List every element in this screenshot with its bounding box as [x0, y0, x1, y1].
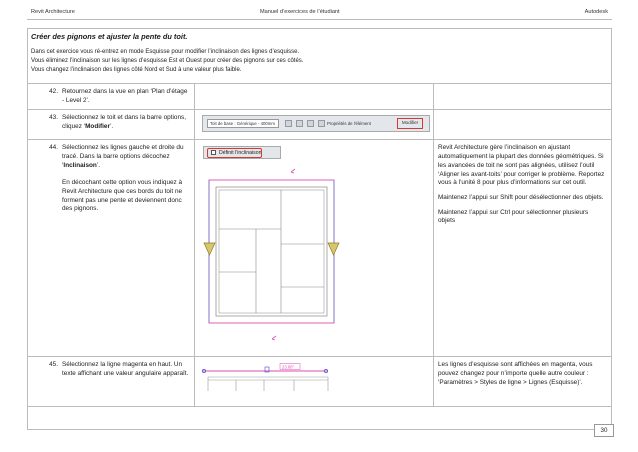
step-number: 43.	[49, 114, 58, 122]
intro	[31, 30, 606, 74]
section-title: Créer des pignons et ajuster la pente du toit.	[31, 32, 188, 41]
sketch-boundary	[209, 180, 334, 323]
intro-line: Dans cet exercice vous ré-entrez en mode Esquisse pour modifier l’inclinaison des lignes d’esquisse.	[31, 49, 300, 55]
header-center: Manuel d’exercices de l’étudiant	[260, 9, 340, 15]
slope-marker-right	[328, 243, 339, 255]
header-rule	[27, 19, 612, 20]
note-text: Les lignes d’esquisse sont affichées en magenta, vous pouvez changez pour n’importe quelle autre couleur : ‘Paramètres > Styles de ligne > Lignes (Esquisse)’.	[437, 361, 593, 386]
intro-line: Vous changez l’inclinaison des lignes côté Nord et Sud à une valeur plus faible.	[31, 66, 242, 73]
step-number: 42.	[49, 88, 58, 95]
notes-step-44	[438, 144, 607, 226]
modify-button: Modifier	[397, 118, 423, 129]
note-text: Maintenez l’appui sur Shift pour désélectionner des objets.	[437, 193, 604, 201]
toolbar-icon	[285, 120, 292, 127]
steps-table	[27, 83, 612, 407]
page-number: 30	[594, 424, 614, 437]
wall-outline	[216, 187, 327, 316]
header-right: Autodesk	[584, 9, 608, 15]
step-text: Retournez dans la vue en plan ‘Plan d’étage - Level 2’.	[62, 88, 188, 104]
step-text: Sélectionnez la ligne magenta en haut. Un texte affichant une valeur angulaire apparaît.	[62, 361, 189, 377]
slope-symbol-bottom	[272, 336, 276, 340]
table-row	[28, 84, 612, 110]
options-bar-screenshot	[202, 115, 430, 132]
roof-sketch-diagram	[198, 159, 424, 349]
highlight-box	[207, 148, 262, 158]
toolbar-icon	[307, 120, 314, 127]
modify-term: Modifier	[85, 123, 110, 131]
checkbox-label: Définit l'inclinaison	[218, 150, 262, 157]
header-left: Revit Architecture	[31, 9, 75, 15]
inclinaison-term: Inclinaison	[63, 161, 97, 169]
sketch-line-diagram	[198, 363, 424, 395]
toolbar-icon	[296, 120, 303, 127]
slope-checkbox-screenshot	[203, 146, 281, 159]
table-row	[28, 357, 612, 407]
notes-step-45	[438, 361, 607, 387]
note-text: Revit Architecture gère l’inclinaison en ajustant automatiquement la plupart des données géométriques. Si les avancées de toit ne sont pas alignées, utilisez l’outil ‘Aligner les avant-toits’ pour corriger le problème. Reportez vous à l’unité 8 pour plus d’informations sur cet outil.	[437, 144, 605, 187]
intro-line: Vous éliminez l’inclinaison sur les lignes d’esquisse Est et Ouest pour créer des pignons sur ces côtés.	[31, 57, 304, 64]
table-row: 44. Sélectionnez les lignes gauche et droite du tracé. Dans la barre options décochez ‘Inclinaison’. En décochant cette option vous indiquez à Revit Architecture que ces bords du toit ne forment pas une pente et deviennent donc des pignons. Définit l'inclinaison Revit Architecture gère l’inclinaison en ajustant automatiquement la plupart des données géométriques. Si les avancées de toit ne sont pas alignées, utilisez l’outil ‘Aligner les avant-toits’ pour corriger le problème. Reportez vous à l’unité 8 pour plus d’informations sur cet outil. Maintenez l’appui sur Shift pour désélectionner des objets. Maintenez l’appui sur Ctrl pour sélectionner plusieurs objets	[28, 140, 612, 357]
step-explanation: En décochant cette option vous indiquez à Revit Architecture que ces bords du toit ne forment pas une pente et deviennent donc des pignons.	[62, 179, 183, 213]
note-text: Maintenez l’appui sur Ctrl pour sélectionner plusieurs objets	[437, 208, 589, 225]
table-row: 43. Sélectionnez le toit et dans la barre options, cliquez ‘Modifier’. Toit de base : Générique - 400mm Propriétés de l'élément Modifier	[28, 110, 612, 140]
type-selector: Toit de base : Générique - 400mm	[207, 119, 279, 128]
wall-inner	[219, 190, 324, 313]
properties-icon	[318, 120, 325, 127]
slope-marker-left	[204, 243, 215, 255]
step-number: 44.	[49, 144, 58, 152]
step-number: 45.	[49, 361, 58, 369]
angle-value: 23.00°	[281, 364, 295, 370]
properties-label: Propriétés de l'élément	[326, 121, 371, 127]
slope-symbol-top	[291, 169, 295, 173]
